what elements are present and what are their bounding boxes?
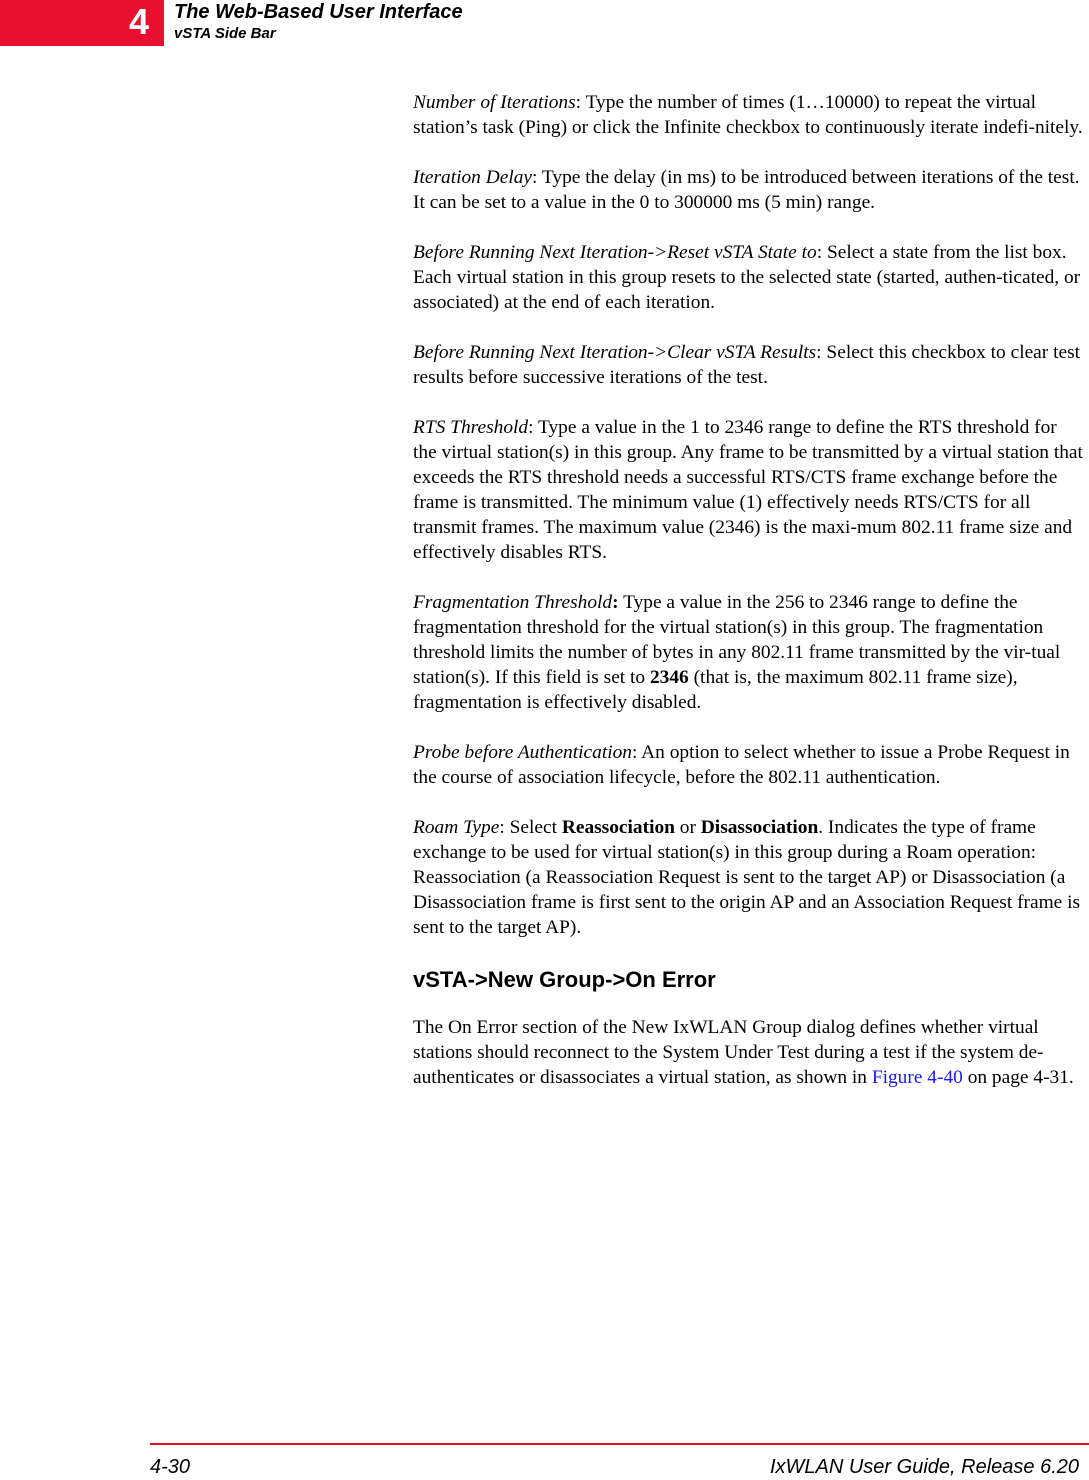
para-rts-threshold <box>413 415 1085 565</box>
term: RTS Threshold <box>413 417 529 438</box>
para-text: (that is, the maximum 802.11 frame size), fragmentation is effectively disabled. <box>413 667 1018 713</box>
term: Iteration Delay <box>413 167 533 188</box>
page-body <box>413 90 1085 1115</box>
para-text: Type a value in the 256 to 2346 range to define the fragmentation threshold for the virtual station(s) in this group. The fragmentation threshold limits the number of bytes in any 802.11 frame transmitted by the vir-tual station(s). If this field is set to <box>413 592 1061 688</box>
term: Before Running Next Iteration->Reset vSTA State to <box>413 242 817 263</box>
term: Before Running Next Iteration->Clear vSTA Results <box>413 342 817 363</box>
footer-rule <box>150 1443 1089 1445</box>
separator: : <box>612 592 619 613</box>
para-text: on page 4-31. <box>962 1067 1074 1088</box>
para-on-error <box>413 1015 1085 1090</box>
term: Number of Iterations <box>413 92 576 113</box>
para-text: Type a value in the 1 to 2346 range to define the RTS threshold for the virtual station(s) in this group. Any frame to be transmitted by a virtual station that exceeds the RTS threshold needs a successful RTS/CTS frame exchange before the frame is transmitted. The minimum value (1) effectively needs RTS/CTS for all transmit frames. The maximum value (2346) is the maxi-mum 802.11 frame size and effectively disables RTS. <box>413 417 1083 563</box>
para-fragmentation-threshold <box>413 590 1085 715</box>
bold-value: 2346 <box>649 667 689 688</box>
header-title: The Web-Based User Interface <box>174 1 463 23</box>
separator: : <box>575 92 586 113</box>
para-text: Type the delay (in ms) to be introduced between iterations of the test. It can be set to a value in the 0 to 300000 ms (5 min) range. <box>413 167 1080 213</box>
para-text: Select this checkbox to clear test results before successive iterations of the test. <box>413 342 1081 388</box>
separator: : <box>528 417 538 438</box>
chapter-tab <box>0 0 164 46</box>
header-subtitle: vSTA Side Bar <box>174 25 276 42</box>
separator: : <box>632 742 642 763</box>
separator: : <box>816 242 827 263</box>
para-iteration-delay <box>413 165 1085 215</box>
term: Probe before Authentication <box>413 742 632 763</box>
separator: : <box>499 817 510 838</box>
para-number-of-iterations <box>413 90 1085 140</box>
para-text: Select a state from the list box. Each virtual station in this group resets to the selected state (started, authen-ticated, or associated) at the end of each iteration. <box>413 242 1081 313</box>
para-text: An option to select whether to issue a Probe Request in the course of association lifecycle, before the 802.11 authentication. <box>413 742 1070 788</box>
para-reset-vsta-state <box>413 240 1085 315</box>
para-probe-before-auth <box>413 740 1085 790</box>
footer-doc-title: IxWLAN User Guide, Release 6.20 <box>769 1456 1079 1478</box>
option-disassociation: Disassociation <box>700 817 819 838</box>
para-text: . Indicates the type of frame exchange to be used for virtual station(s) in this group during a Roam operation: Reassociation (a Reassociation Request is sent to the target AP) or Disassociation (a Disassociation frame is first sent to the origin AP and an Association Request frame is sent to the target AP). <box>413 817 1081 938</box>
term: Roam Type <box>413 817 500 838</box>
separator: : <box>816 342 827 363</box>
option-reassociation: Reassociation <box>561 817 675 838</box>
footer-page-number: 4-30 <box>150 1456 191 1478</box>
chapter-number: 4 <box>128 1 150 42</box>
para-text: Type the number of times (1…10000) to repeat the virtual station’s task (Ping) or click the Infinite checkbox to continuously iterate indefi-nitely. <box>413 92 1083 138</box>
para-text: or <box>674 817 701 838</box>
para-roam-type <box>413 815 1085 940</box>
term: Fragmentation Threshold <box>413 592 613 613</box>
para-text: Select <box>509 817 562 838</box>
figure-link[interactable]: Figure 4-40 <box>871 1067 963 1088</box>
section-heading: vSTA->New Group->On Error <box>413 967 716 992</box>
para-text: The On Error section of the New IxWLAN Group dialog defines whether virtual stations should reconnect to the System Under Test during a test if the system de-authenticates or disassociates a virtual station, as shown in <box>413 1017 1044 1088</box>
para-clear-vsta-results <box>413 340 1085 390</box>
separator: : <box>532 167 542 188</box>
